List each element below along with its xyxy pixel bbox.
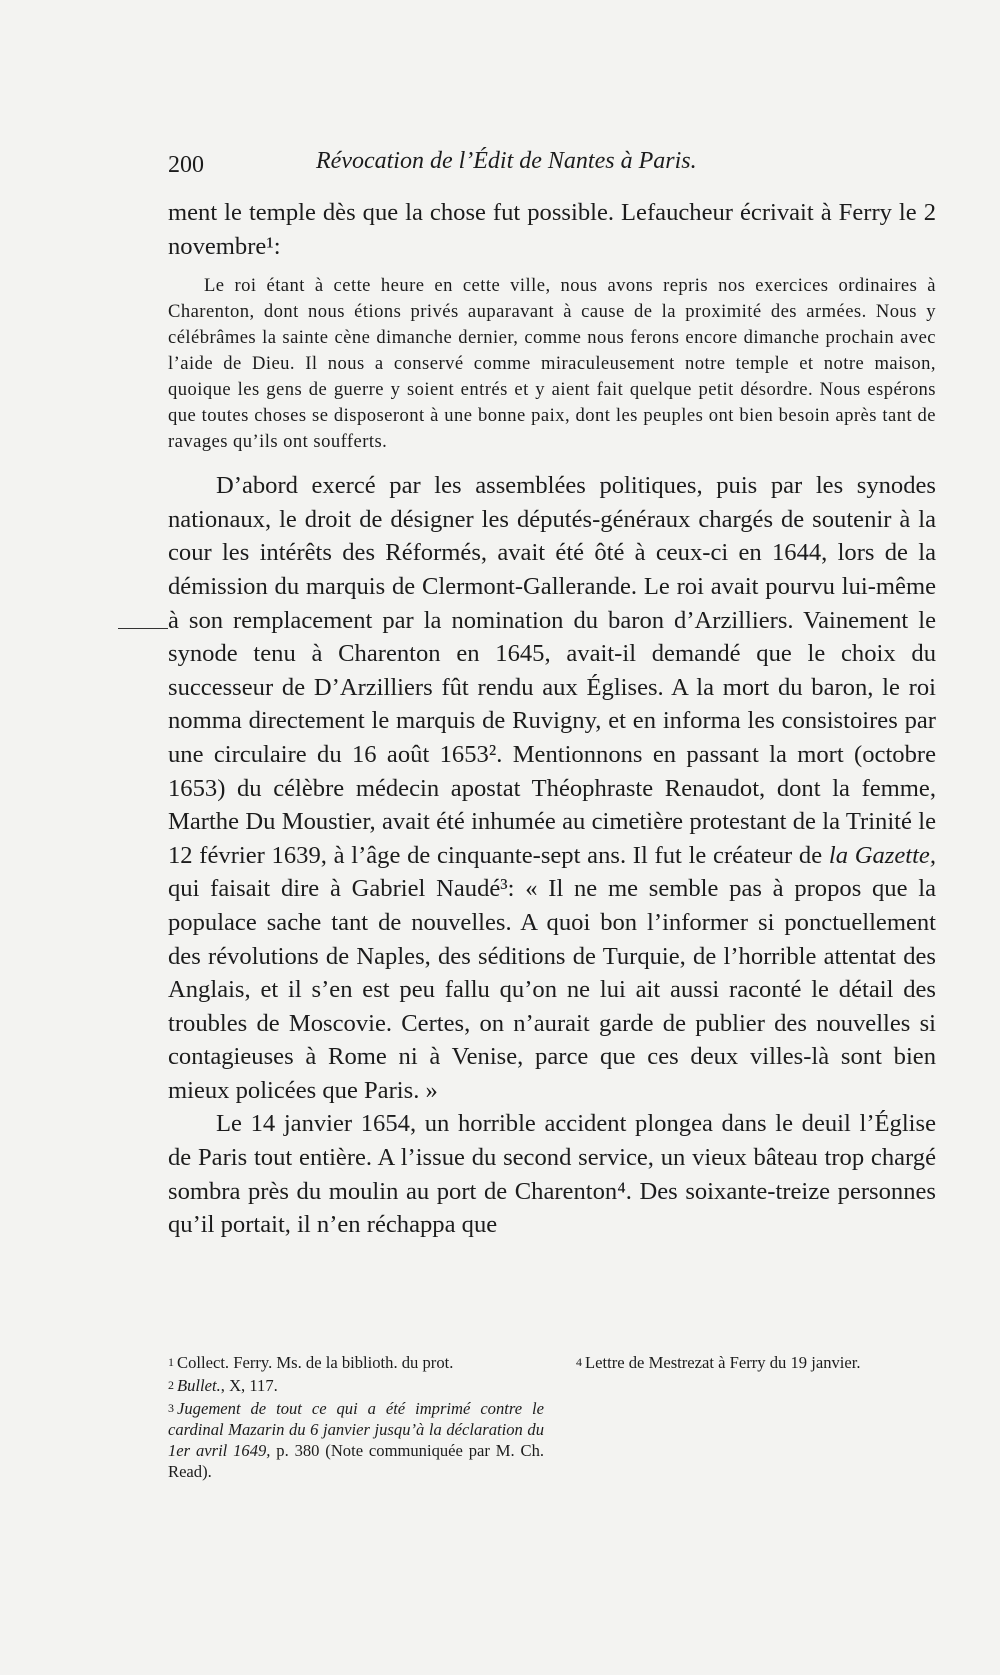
footnotes-left-column: [168, 1352, 544, 1484]
footnote-2-text: , X, 117.: [220, 1376, 278, 1395]
footnote-1-number: 1: [168, 1355, 174, 1369]
footnote-1: [168, 1352, 544, 1373]
footnotes-right-column: [576, 1352, 952, 1375]
footnote-3-italic: Jugement de tout ce qui a été imprimé contre le cardinal Mazarin du 6 janvier jusqu’à la déclaration du 1er avril 1649,: [168, 1399, 544, 1460]
footnote-3-text: p. 380 (Note communiquée par M. Ch. Read).: [168, 1441, 545, 1481]
footnote-3: [168, 1398, 544, 1482]
running-title: Révocation de l’Édit de Nantes à Paris.: [316, 148, 697, 174]
footnote-4: [576, 1352, 952, 1373]
page-number: 200: [168, 152, 204, 178]
paragraph-2: [168, 469, 936, 1107]
footnote-3-number: 3: [168, 1401, 174, 1415]
footnote-2-number: 2: [168, 1378, 174, 1392]
footnote-4-text: Lettre de Mestrezat à Ferry du 19 janvier.: [585, 1353, 861, 1372]
footnote-2-italic: Bullet.: [177, 1376, 221, 1395]
gazette-title: la Gazette,: [828, 841, 936, 869]
main-text: [168, 196, 936, 1242]
block-quote: Le roi étant à cette heure en cette ville, nous avons repris nos exercices ordinaires à Charenton, dont nous étions privés auparavant à cause de la proximité des armées. Nous y célébrâmes la sainte cène dimanche dernier, comme nous ferons encore dimanche prochain avec l’aide de Dieu. Il nous a conservé comme miraculeusement notre temple et notre maison, quoique les gens de guerre y soient entrés et y aient fait quelque petit désordre. Nous espérons que toutes choses se disposeront à une bonne paix, dont les peuples ont bien besoin après tant de ravages qu’ils ont soufferts.: [168, 275, 936, 453]
margin-mark: [118, 628, 168, 629]
paragraph-3: Le 14 janvier 1654, un horrible accident plongea dans le deuil l’Église de Paris tout entière. A l’issue du second service, un vieux bâteau trop chargé sombra près du moulin au port de Charenton⁴. Des soixante-treize personnes qu’il portait, il n’en réchappa que: [168, 1110, 936, 1239]
footnote-1-text: Collect. Ferry. Ms. de la biblioth. du prot.: [177, 1353, 454, 1372]
paragraph-1: ment le temple dès que la chose fut possible. Lefaucheur écrivait à Ferry le 2 novembre¹:: [168, 199, 936, 260]
paragraph-2-part-b: qui faisait dire à Gabriel Naudé³: « Il ne me semble pas à propos que la populace sache tant de nouvelles. A quoi bon l’informer si ponctuellement des révolutions de Naples, des séditions de Turquie, de l’horrible attentat des Anglais, et il s’en est peu fallu qu’on ne lui ait aussi raconté le détail des troubles de Moscovie. Certes, on n’aurait garde de publier des nouvelles si contagieuses à Rome ni à Venise, parce que ces deux villes-là sont bien mieux policées que Paris. »: [168, 875, 936, 1104]
footnote-2: [168, 1375, 544, 1396]
paragraph-2-part-a: D’abord exercé par les assemblées politiques, puis par les synodes nationaux, le droit de désigner les députés-généraux chargés de soutenir à la cour les intérêts des Réformés, avait été ôté à ceux-ci en 1644, lors de la démission du marquis de Clermont-Gallerande. Le roi avait pourvu lui-même à son remplacement par la nomination du baron d’Arzilliers. Vainement le synode tenu à Charenton en 1645, avait-il demandé que le choix du successeur de D’Arzilliers fût rendu aux Églises. A la mort du baron, le roi nomma directement le marquis de Ruvigny, et en informa les consistoires par une circulaire du 16 août 1653². Mentionnons en passant la mort (octobre 1653) du célèbre médecin apostat Théophraste Renaudot, dont la femme, Marthe Du Moustier, avait été inhumée au cimetière protestant de la Trinité le 12 février 1639, à l’âge de cinquante-sept ans. Il fut le créateur de: [168, 472, 936, 869]
footnote-4-number: 4: [576, 1355, 582, 1369]
